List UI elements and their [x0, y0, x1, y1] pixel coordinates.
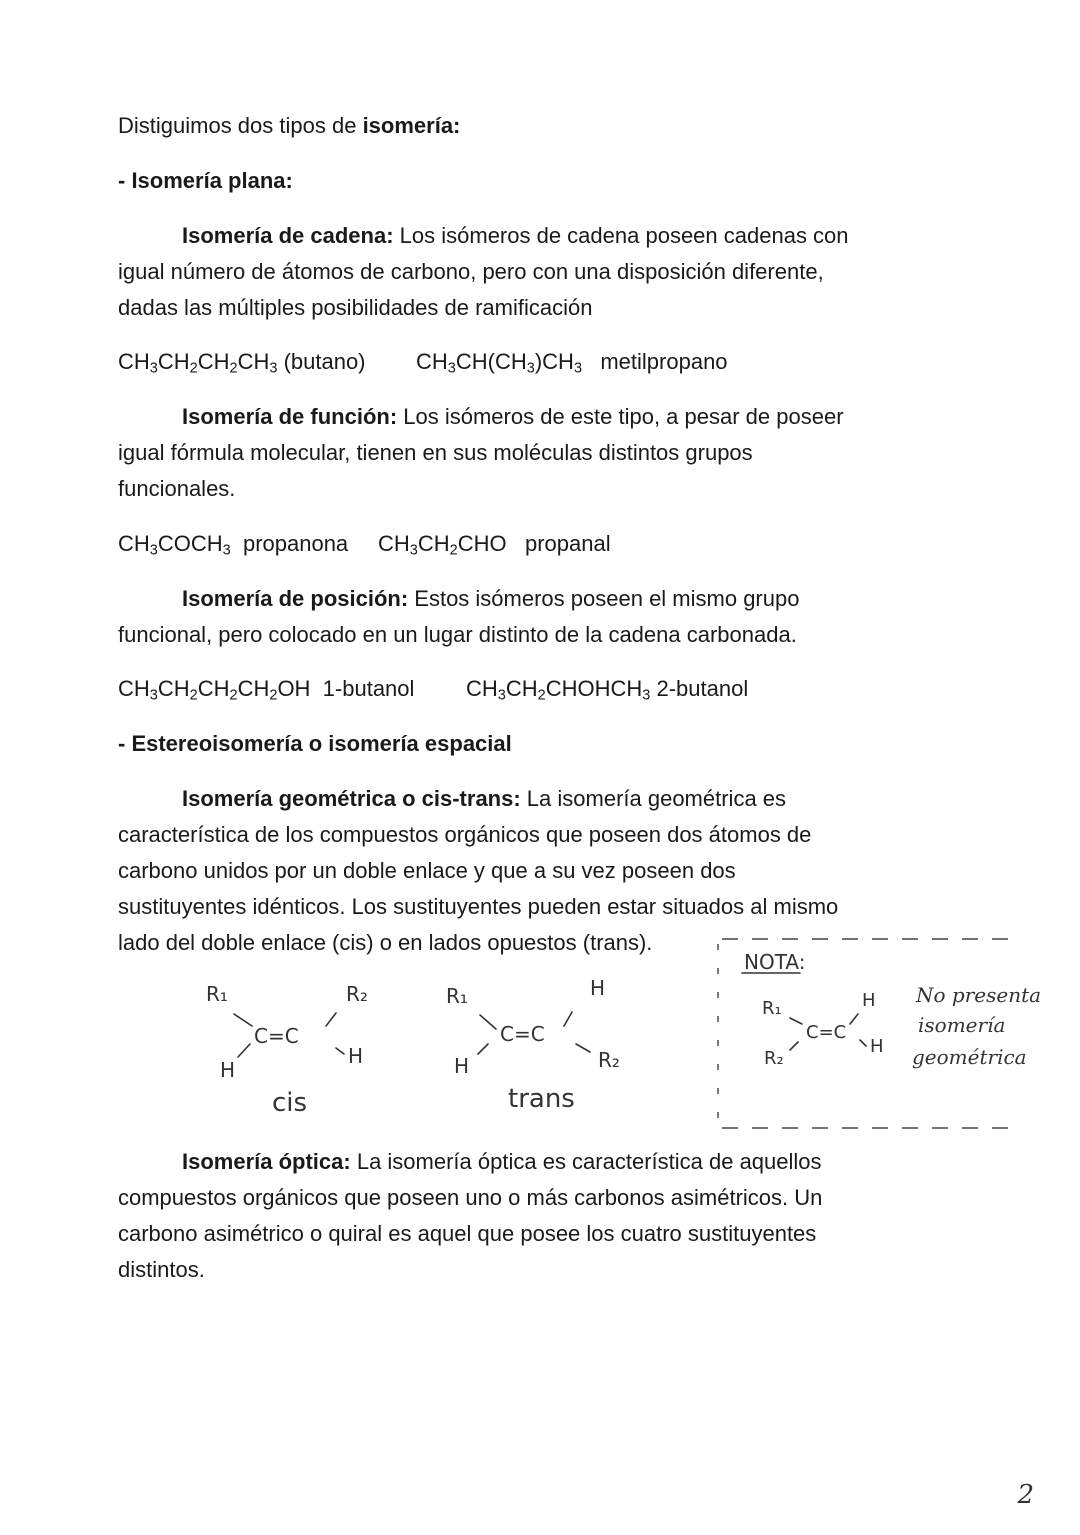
posicion-example-2: $CH_3CH_2CHOHCH_3$ 2-butanol [466, 676, 749, 704]
intro-bold: isomería: [362, 113, 461, 138]
plana-heading: - Isomería plana: [118, 168, 293, 193]
cadena-example-2: $CH_3CH(CH_3)CH_3$ metilpropano [416, 349, 728, 377]
posicion-example-2-name: 2-butanol [656, 676, 749, 701]
funcion-example-1: $CH_3COCH_3$ propanona [118, 531, 349, 559]
trans-r1: R₁ [446, 984, 468, 1008]
funcion-line-3: funcionales. [118, 476, 236, 501]
cadena-term: Isomería de cadena: [182, 223, 394, 248]
nota-h-bottom: H [870, 1036, 884, 1057]
geometrica-line-4: sustituyentes idénticos. Los sustituyentes pueden estar situados al mismo [118, 894, 839, 919]
funcion-example-2: $CH_3CH_2CHO$ propanal [378, 531, 611, 559]
optica-line-3: carbono asimétrico o quiral es aquel que posee los cuatro sustituyentes [118, 1221, 817, 1246]
trans-bond-r1 [480, 1015, 496, 1029]
trans-h-left: H [454, 1054, 470, 1078]
cis-cc: C=C [254, 1024, 299, 1048]
page-number: 2 [1017, 1480, 1034, 1510]
trans-cc: C=C [500, 1022, 545, 1046]
geometrica-line-5: lado del doble enlace (cis) o en lados opuestos (trans). [118, 930, 653, 955]
cadena-example-1-name: (butano) [283, 349, 366, 374]
nota-text-2: isomería [918, 1013, 1006, 1037]
nota-r1: R₁ [762, 998, 782, 1019]
cis-label: cis [272, 1088, 308, 1118]
geometrica-line-1: Isomería geométrica o cis-trans: La isomería geométrica es [182, 786, 787, 811]
trans-r2: R₂ [598, 1048, 620, 1072]
cis-h-right: H [348, 1044, 364, 1068]
posicion-example-1: $CH_3CH_2CH_2CH_2OH$ 1-butanol [118, 676, 415, 704]
intro-line [118, 111, 460, 141]
cis-bond-r2 [326, 1013, 336, 1026]
nota-bond-h-top [850, 1014, 858, 1024]
cadena-line-2: igual número de átomos de carbono, pero con una disposición diferente, [118, 259, 824, 284]
nota-r2: R₂ [764, 1048, 784, 1069]
optica-line-1: Isomería óptica: La isomería óptica es característica de aquellos [182, 1149, 822, 1174]
trans-label: trans [508, 1084, 575, 1114]
funcion-term: Isomería de función: [182, 404, 398, 429]
geometrica-term: Isomería geométrica o cis-trans: [182, 786, 521, 811]
cadena-example-2-name: metilpropano [600, 349, 728, 374]
nota-title: NOTA: [744, 950, 806, 974]
nota-cc: C=C [806, 1022, 847, 1043]
cadena-line-1: Isomería de cadena: Los isómeros de cadena poseen cadenas con [182, 223, 849, 248]
posicion-term: Isomería de posición: [182, 586, 409, 611]
cis-bond-h-left [238, 1044, 250, 1057]
geometrica-line-2: característica de los compuestos orgánicos que poseen dos átomos de [118, 822, 812, 847]
nota-bond-r2 [790, 1042, 798, 1050]
nota-bond-r1 [790, 1018, 802, 1024]
cis-r1: R₁ [206, 982, 228, 1006]
optica-term: Isomería óptica: [182, 1149, 351, 1174]
cis-bond-h-right [336, 1048, 344, 1054]
cis-bond-r1 [234, 1014, 252, 1026]
nota-text-3: geométrica [912, 1045, 1027, 1069]
optica-line-4: distintos. [118, 1257, 205, 1282]
funcion-example-2-name: propanal [524, 531, 611, 556]
posicion-line-1: Isomería de posición: Estos isómeros poseen el mismo grupo [182, 586, 800, 611]
geometrica-line-3: carbono unidos por un doble enlace y que a su vez poseen dos [118, 858, 736, 883]
estereo-heading: - Estereoisomería o isomería espacial [118, 731, 512, 756]
trans-bond-r2 [576, 1044, 590, 1052]
cadena-line-3: dadas las múltiples posibilidades de ramificación [118, 295, 593, 320]
optica-line-2: compuestos orgánicos que poseen uno o más carbonos asimétricos. Un [118, 1185, 823, 1210]
trans-h-top: H [590, 976, 606, 1000]
trans-bond-h-top [564, 1012, 572, 1026]
trans-bond-h-left [478, 1044, 488, 1054]
nota-h-top: H [862, 990, 876, 1011]
intro-text: Distiguimos dos tipos de [118, 113, 363, 138]
cis-h-left: H [220, 1058, 236, 1082]
posicion-example-1-name: 1-butanol [322, 676, 415, 701]
funcion-line-1: Isomería de función: Los isómeros de este tipo, a pesar de poseer [182, 404, 844, 429]
posicion-line-2: funcional, pero colocado en un lugar distinto de la cadena carbonada. [118, 622, 797, 647]
cis-r2: R₂ [346, 982, 368, 1006]
funcion-line-2: igual fórmula molecular, tienen en sus moléculas distintos grupos [118, 440, 753, 465]
cadena-example-1: $CH_3CH_2CH_2CH_3$ (butano) [118, 349, 366, 377]
nota-text-1: No presenta [916, 983, 1042, 1007]
nota-bond-h-bottom [860, 1040, 866, 1046]
funcion-example-1-name: propanona [242, 531, 349, 556]
